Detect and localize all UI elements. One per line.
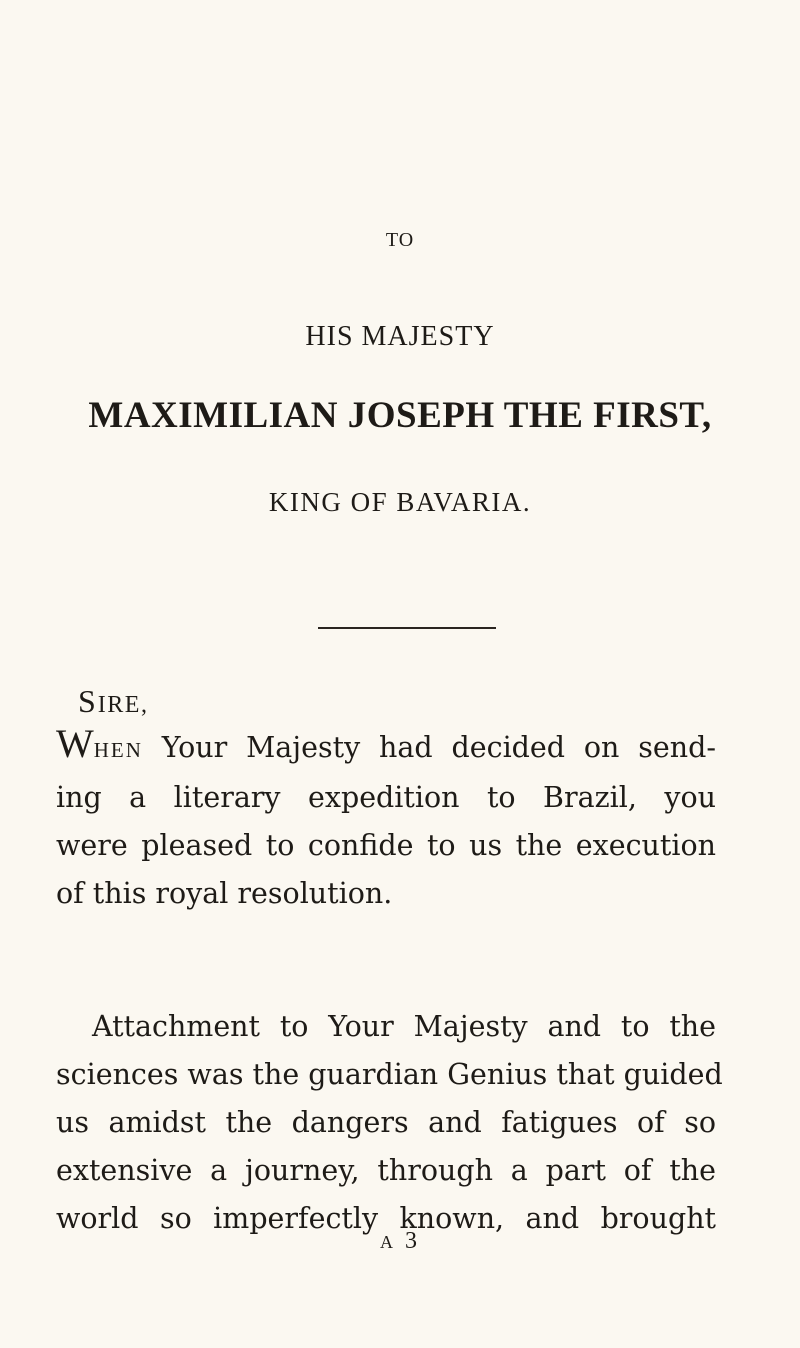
paragraph-2 — [56, 1003, 723, 1243]
salutation-initial: S — [78, 683, 98, 719]
salutation-rest: IRE, — [97, 692, 149, 718]
dedication-to: TO — [385, 229, 415, 251]
paragraph-1-line-4: of this royal resolution. — [56, 877, 393, 910]
salutation — [78, 683, 148, 720]
dedication-title: KING OF BAVARIA. — [268, 487, 532, 517]
dedication-king-name: MAXIMILIAN JOSEPH THE FIRST, — [88, 395, 712, 436]
paragraph-2-line-2: sciences was the guardian Genius that guided — [56, 1058, 723, 1091]
paragraph-1-line-1 — [56, 720, 716, 774]
paragraph-2-line-3: us amidst the dangers and fatigues of so — [56, 1106, 716, 1139]
paragraph-1-smallcaps: HEN — [93, 738, 143, 762]
paragraph-2-line-1: Attachment to Your Majesty and to the — [92, 1010, 716, 1043]
signature-letter: A — [380, 1232, 396, 1252]
paragraph-1-initial: W — [56, 721, 94, 766]
paragraph-1-line-2: ing a literary expedition to Brazil, you — [56, 781, 716, 814]
paragraph-1-line-3: were pleased to confide to us the execution — [56, 829, 716, 862]
signature-mark — [0, 1228, 800, 1255]
separator-rule — [318, 627, 496, 629]
paragraph-2-line-5: world so imperfectly known, and brought — [56, 1202, 716, 1235]
paragraph-1 — [56, 720, 716, 918]
paragraph-1-line-1-rest: Your Majesty had decided on send- — [142, 731, 716, 764]
signature-number: 3 — [396, 1228, 420, 1254]
dedication-his-majesty: HIS MAJESTY — [305, 321, 495, 352]
paragraph-2-line-4: extensive a journey, through a part of the — [56, 1154, 716, 1187]
